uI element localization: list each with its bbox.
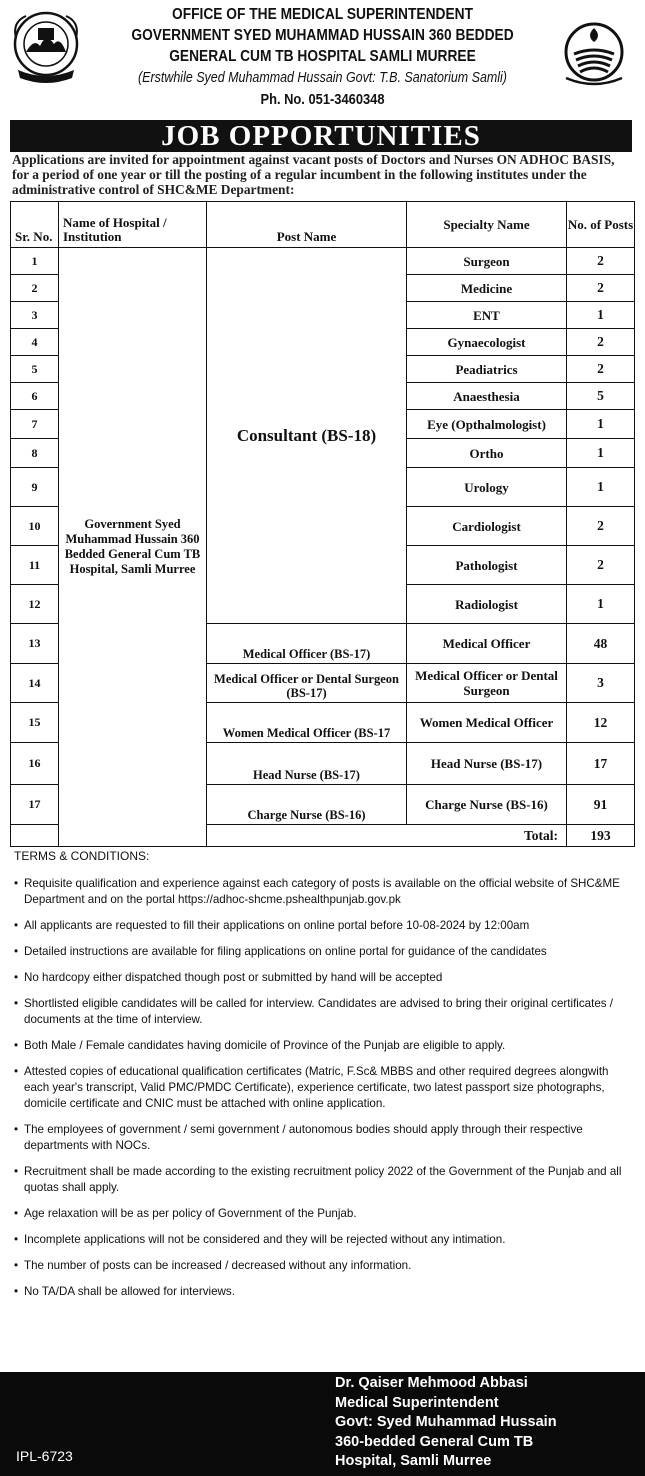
hospital-title-line-2: GENERAL CUM TB HOSPITAL SAMLI MURREE xyxy=(169,48,476,65)
specialty-cell: Gynaecologist xyxy=(407,329,567,356)
term-item: • Recruitment shall be made according to the existing recruitment policy 2022 of the Government of the Punjab and all quotas shall apply. xyxy=(14,1164,632,1196)
sr-cell: 7 xyxy=(11,410,59,439)
posts-cell: 91 xyxy=(567,785,635,825)
post-name-cell: Medical Officer or Dental Surgeon (BS-17) xyxy=(207,664,407,703)
specialty-cell: Cardiologist xyxy=(407,507,567,546)
term-item: • Detailed instructions are available for filing applications on online portal for guidance of the candidates xyxy=(14,944,632,960)
post-name-cell: Medical Officer (BS-17) xyxy=(207,624,407,664)
sr-cell: 16 xyxy=(11,743,59,785)
office-title: OFFICE OF THE MEDICAL SUPERINTENDENT xyxy=(172,6,473,23)
post-name-cell: Head Nurse (BS-17) xyxy=(207,743,407,785)
table-row xyxy=(11,248,635,275)
specialty-cell: Charge Nurse (BS-16) xyxy=(407,785,567,825)
sr-cell: 10 xyxy=(11,507,59,546)
specialty-cell: Surgeon xyxy=(407,248,567,275)
terms-title: TERMS & CONDITIONS: xyxy=(14,849,150,863)
specialty-cell: Medicine xyxy=(407,275,567,302)
footer-bar xyxy=(0,1372,645,1476)
specialty-cell: Urology xyxy=(407,468,567,507)
total-posts: 193 xyxy=(567,825,635,847)
posts-cell: 2 xyxy=(567,329,635,356)
specialty-cell: Medical Officer xyxy=(407,624,567,664)
specialty-cell: Head Nurse (BS-17) xyxy=(407,743,567,785)
letterhead xyxy=(0,0,645,116)
specialty-cell: Women Medical Officer xyxy=(407,703,567,743)
term-item: • No TA/DA shall be allowed for interviews. xyxy=(14,1284,632,1300)
phone-number: Ph. No. 051-3460348 xyxy=(260,91,385,108)
vacancy-table xyxy=(10,201,635,847)
sr-cell: 6 xyxy=(11,383,59,410)
posts-cell: 17 xyxy=(567,743,635,785)
posts-cell: 2 xyxy=(567,356,635,383)
hospital-cell: Government Syed Muhammad Hussain 360 Bedded General Cum TB Hospital, Samli Murree xyxy=(59,248,207,847)
post-name-cell: Charge Nurse (BS-16) xyxy=(207,785,407,825)
col-header-sr: Sr. No. xyxy=(11,202,59,248)
post-name-cell: Women Medical Officer (BS-17 xyxy=(207,703,407,743)
signatory-office-line-1: Govt: Syed Muhammad Hussain xyxy=(335,1414,557,1430)
signatory-designation: Medical Superintendent xyxy=(335,1394,499,1411)
total-label: Total: xyxy=(207,825,567,847)
sr-cell: 15 xyxy=(11,703,59,743)
posts-cell: 1 xyxy=(567,410,635,439)
posts-cell: 1 xyxy=(567,439,635,468)
sr-cell: 14 xyxy=(11,664,59,703)
signatory-office-line-2: 360-bedded General Cum TB xyxy=(335,1433,534,1450)
terms-section xyxy=(14,848,632,1310)
posts-cell: 2 xyxy=(567,275,635,302)
specialty-cell: Radiologist xyxy=(407,585,567,624)
posts-cell: 3 xyxy=(567,664,635,703)
term-item: • Requisite qualification and experience against each category of posts is available on the official website of SHC&ME Department and on the portal https://adhoc-shcme.pshealthpunjab.gov.pk xyxy=(14,876,632,908)
term-item: • Shortlisted eligible candidates will be called for interview. Candidates are advised to bring their original certificates / documents at the time of interview. xyxy=(14,996,632,1028)
posts-cell: 2 xyxy=(567,248,635,275)
sr-cell: 13 xyxy=(11,624,59,664)
sr-cell: 3 xyxy=(11,302,59,329)
sr-cell: 11 xyxy=(11,546,59,585)
empty-cell xyxy=(11,825,59,847)
term-item: • Incomplete applications will not be considered and they will be rejected without any intimation. xyxy=(14,1232,632,1248)
specialty-cell: Peadiatrics xyxy=(407,356,567,383)
specialty-cell: Ortho xyxy=(407,439,567,468)
job-opportunities-banner: JOB OPPORTUNITIES xyxy=(10,120,632,152)
col-header-specialty: Specialty Name xyxy=(407,202,567,248)
term-item: • The number of posts can be increased / decreased without any information. xyxy=(14,1258,632,1274)
erstwhile-name: (Erstwhile Syed Muhammad Hussain Govt: T.B. Sanatorium Samli) xyxy=(138,70,507,86)
signature-block xyxy=(335,1374,557,1472)
posts-cell: 5 xyxy=(567,383,635,410)
table-header-row xyxy=(11,202,635,248)
posts-cell: 48 xyxy=(567,624,635,664)
posts-cell: 1 xyxy=(567,302,635,329)
posts-cell: 2 xyxy=(567,507,635,546)
terms-list xyxy=(14,876,632,1300)
consultant-post-cell: Consultant (BS-18) xyxy=(207,248,407,624)
signatory-office-line-3: Hospital, Samli Murree xyxy=(335,1453,492,1469)
sr-cell: 5 xyxy=(11,356,59,383)
posts-cell: 12 xyxy=(567,703,635,743)
term-item: • Both Male / Female candidates having domicile of Province of the Punjab are eligible to apply. xyxy=(14,1038,632,1054)
sr-cell: 4 xyxy=(11,329,59,356)
intro-paragraph: Applications are invited for appointment against vacant posts of Doctors and Nurses ON ADHOC BASIS, for a period of one year or till the posting of a regular incumbent in the following institutes under the administrative control of SHC&ME Department: xyxy=(12,152,615,197)
posts-cell: 1 xyxy=(567,468,635,507)
term-item: • The employees of government / semi government / autonomous bodies should apply through their respective departments with NOCs. xyxy=(14,1122,632,1154)
specialty-cell: ENT xyxy=(407,302,567,329)
sr-cell: 12 xyxy=(11,585,59,624)
term-item: • All applicants are requested to fill their applications on online portal before 10-08-2024 by 12:00am xyxy=(14,918,632,934)
hospital-title-line-1: GOVERNMENT SYED MUHAMMAD HUSSAIN 360 BEDDED xyxy=(131,27,514,44)
sr-cell: 9 xyxy=(11,468,59,507)
posts-cell: 1 xyxy=(567,585,635,624)
posts-cell: 2 xyxy=(567,546,635,585)
specialty-cell: Anaesthesia xyxy=(407,383,567,410)
sr-cell: 1 xyxy=(11,248,59,275)
signatory-name: Dr. Qaiser Mehmood Abbasi xyxy=(335,1375,528,1391)
sr-cell: 2 xyxy=(11,275,59,302)
specialty-cell: Medical Officer or Dental Surgeon xyxy=(407,664,567,703)
col-header-posts: No. of Posts xyxy=(567,202,635,248)
term-item: • Age relaxation will be as per policy of Government of the Punjab. xyxy=(14,1206,632,1222)
sr-cell: 8 xyxy=(11,439,59,468)
specialty-cell: Pathologist xyxy=(407,546,567,585)
col-header-hospital: Name of Hospital / Institution xyxy=(59,202,207,248)
specialty-cell: Eye (Opthalmologist) xyxy=(407,410,567,439)
term-item: • Attested copies of educational qualification certificates (Matric, F.Sc& MBBS and other required degrees alongwith each year's transcript, Valid PMC/PMDC Certificate), experience certificate, two latest passport size photographs, domicile certificate and CNIC must be attached with online application. xyxy=(14,1064,632,1112)
ad-reference-number: IPL-6723 xyxy=(16,1448,73,1464)
col-header-post: Post Name xyxy=(207,202,407,248)
term-item: • No hardcopy either dispatched though post or submitted by hand will be accepted xyxy=(14,970,632,986)
sr-cell: 17 xyxy=(11,785,59,825)
